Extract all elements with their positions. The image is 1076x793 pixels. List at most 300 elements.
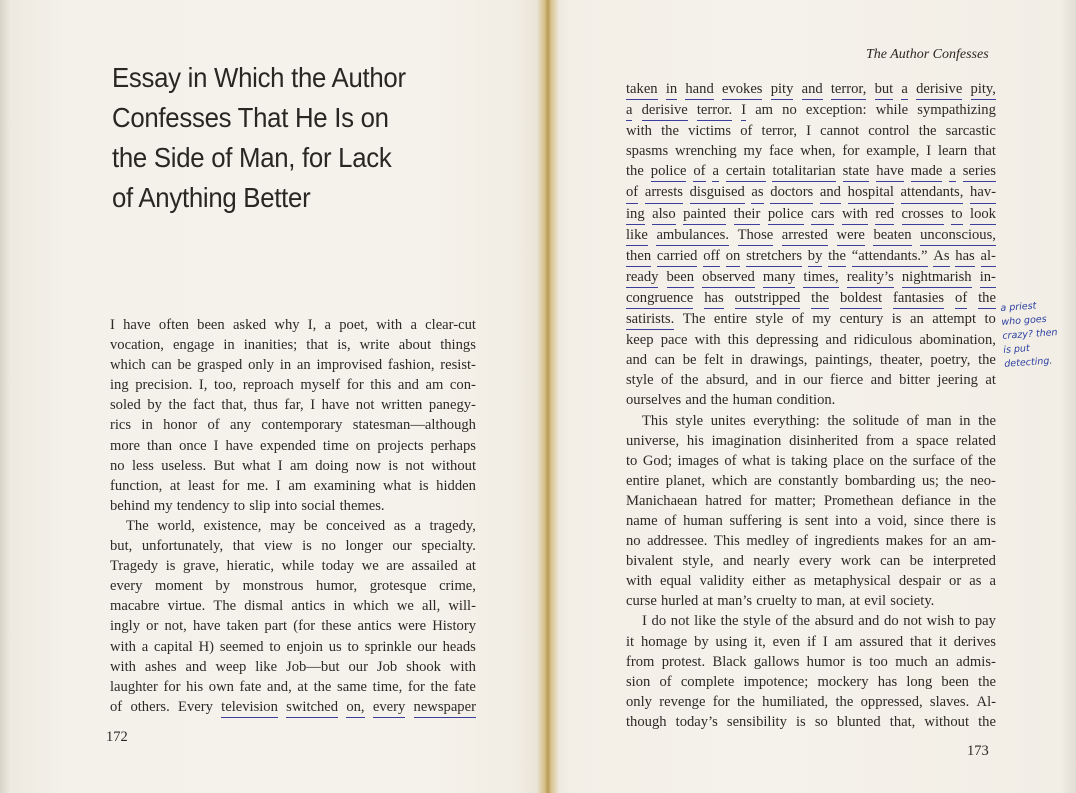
text-line xyxy=(110,436,476,456)
word: images xyxy=(677,452,719,469)
word: is xyxy=(418,477,429,494)
right-page-edge xyxy=(1060,0,1076,793)
word: far, xyxy=(284,397,304,414)
word: style xyxy=(675,412,704,429)
word: like xyxy=(255,658,278,675)
word: hidden xyxy=(436,477,476,494)
word: every xyxy=(373,697,405,718)
word: at xyxy=(465,558,476,575)
word: This xyxy=(642,412,668,429)
word: a xyxy=(712,161,718,182)
word: a xyxy=(989,573,996,590)
word: grasped xyxy=(196,357,243,374)
right-page-body xyxy=(626,79,996,732)
word: taken xyxy=(626,79,658,100)
word: by xyxy=(147,397,162,414)
word: beaten xyxy=(873,225,911,246)
word: and xyxy=(858,613,880,630)
word: poet, xyxy=(339,317,369,333)
word: dismal xyxy=(244,598,284,615)
word: History xyxy=(432,618,476,635)
word: a xyxy=(901,432,909,449)
word: This xyxy=(713,533,740,550)
left-page-edge xyxy=(0,0,10,793)
word: have xyxy=(225,437,254,454)
word: derives xyxy=(953,633,996,650)
word: written xyxy=(380,397,423,414)
word: at xyxy=(849,593,861,610)
word: Tragedy xyxy=(110,558,159,575)
word: with xyxy=(626,123,652,140)
word: blunted xyxy=(836,713,881,730)
word: example, xyxy=(866,143,920,160)
word: sprinkle xyxy=(364,638,412,655)
text-line xyxy=(626,471,996,491)
word: others. xyxy=(130,698,170,715)
word: certain xyxy=(726,161,766,182)
word: the xyxy=(680,372,699,389)
word: time, xyxy=(372,678,403,695)
word: pace xyxy=(660,332,688,349)
word: for xyxy=(712,693,730,710)
word: I, xyxy=(198,377,208,394)
word: style xyxy=(626,372,654,389)
word: the xyxy=(827,412,846,429)
word: for xyxy=(929,533,947,550)
text-line xyxy=(626,288,996,309)
word: work xyxy=(840,553,871,570)
word: least xyxy=(187,477,215,494)
word: the xyxy=(978,673,996,690)
word: and xyxy=(825,332,847,349)
word: in xyxy=(141,417,153,434)
word: do xyxy=(651,613,667,630)
word: (for xyxy=(293,618,316,635)
word: conceived xyxy=(326,517,386,534)
word: cannot xyxy=(820,123,860,140)
word: state xyxy=(843,161,870,182)
word: were xyxy=(397,618,427,635)
word: ing xyxy=(626,204,645,225)
word: enjoin xyxy=(286,638,323,655)
word: am xyxy=(834,633,853,650)
word: in xyxy=(958,492,971,509)
word: and, xyxy=(267,678,292,695)
text-line xyxy=(626,246,996,267)
word: and xyxy=(185,658,207,675)
word: times, xyxy=(803,267,838,288)
text-line xyxy=(110,536,476,556)
word: inanities; xyxy=(243,337,298,354)
word: been xyxy=(197,317,225,333)
word: sion xyxy=(626,673,651,690)
word: no xyxy=(626,533,641,550)
word: to xyxy=(347,638,359,655)
word: though xyxy=(626,713,667,730)
word: hospital xyxy=(848,182,894,203)
word: own xyxy=(208,678,234,695)
word: when, xyxy=(800,143,836,160)
word: too xyxy=(869,653,888,670)
text-line xyxy=(626,652,996,672)
text-line xyxy=(626,692,996,712)
word: honor xyxy=(163,417,198,434)
word: what xyxy=(382,477,412,494)
word: of xyxy=(791,311,804,328)
word: have xyxy=(876,161,904,182)
word: the xyxy=(430,678,449,695)
word: the xyxy=(978,352,996,369)
word: al- xyxy=(981,246,996,267)
word: Promethean xyxy=(823,492,894,509)
word: Job xyxy=(376,658,398,675)
word: the xyxy=(978,713,996,730)
word: thus xyxy=(253,397,278,414)
text-line xyxy=(110,616,476,636)
word: our xyxy=(348,658,368,675)
word: everything: xyxy=(753,412,820,429)
word: if xyxy=(807,633,817,650)
word: cruelty xyxy=(756,593,797,610)
word: were xyxy=(837,225,865,246)
word: doctors xyxy=(770,182,813,203)
word: capital xyxy=(153,638,193,655)
word: that, xyxy=(221,397,247,414)
word: not xyxy=(405,457,425,474)
word: evil xyxy=(864,593,887,610)
word: crime, xyxy=(439,578,476,595)
word: to xyxy=(269,638,281,655)
word: gallows xyxy=(753,653,800,670)
word: pay xyxy=(974,613,996,630)
word: these xyxy=(321,618,352,635)
word: for xyxy=(222,477,240,494)
word: sensibility xyxy=(726,713,787,730)
word: exception: xyxy=(805,102,867,119)
word: control xyxy=(868,123,910,140)
word: congruence xyxy=(626,288,693,309)
word: I xyxy=(277,457,283,474)
word: But xyxy=(213,457,235,474)
text-line xyxy=(626,551,996,571)
word: crosses xyxy=(902,204,944,225)
word: addressee. xyxy=(647,533,708,550)
word: human xyxy=(732,392,773,409)
word: planet, xyxy=(665,472,706,489)
word: arrests xyxy=(645,182,683,203)
word: asked xyxy=(232,317,267,333)
word: specialty. xyxy=(421,538,476,555)
word: universe, xyxy=(626,432,680,449)
word: The xyxy=(213,598,237,615)
word: con- xyxy=(449,377,476,394)
word: examining xyxy=(313,477,376,494)
text-line xyxy=(110,375,476,395)
word: now xyxy=(355,457,381,474)
word: themes. xyxy=(339,497,385,514)
text-line xyxy=(626,204,996,225)
text-line xyxy=(626,161,996,182)
word: of xyxy=(960,452,973,469)
word: the xyxy=(945,472,964,489)
word: metaphysical xyxy=(813,573,891,590)
word: unites xyxy=(710,412,746,429)
text-line xyxy=(626,511,996,531)
word: hand xyxy=(685,79,713,100)
word: suffering xyxy=(729,512,782,529)
word: on xyxy=(869,452,884,469)
text-line xyxy=(626,370,996,390)
word: been xyxy=(667,267,695,288)
word: have xyxy=(123,317,151,333)
word: humor, xyxy=(315,578,358,595)
word: nightmarish xyxy=(902,267,972,288)
word: fate xyxy=(454,678,476,695)
word: the xyxy=(168,397,187,414)
word: the xyxy=(889,452,908,469)
text-line xyxy=(626,350,996,370)
word: I xyxy=(275,477,281,494)
word: the xyxy=(835,693,854,710)
word: am xyxy=(288,477,307,494)
word: an xyxy=(953,533,967,550)
word: arrested xyxy=(782,225,828,246)
word: pity, xyxy=(971,79,996,100)
word: I xyxy=(110,317,115,333)
word: fierce xyxy=(830,372,864,389)
note-line: crazy? then xyxy=(1002,327,1058,342)
word: homage xyxy=(640,633,688,650)
text-line xyxy=(626,100,996,121)
word: as xyxy=(393,517,406,534)
word: this xyxy=(370,377,392,394)
note-line: is put xyxy=(1002,343,1031,356)
word: is xyxy=(165,558,176,575)
text-line xyxy=(110,657,476,677)
word: the xyxy=(313,678,332,695)
word: while xyxy=(281,558,315,575)
word: revenge xyxy=(659,693,706,710)
word: disguised xyxy=(690,182,745,203)
word: all, xyxy=(421,598,441,615)
book-spine xyxy=(537,0,559,793)
word: am xyxy=(755,102,774,119)
word: moment xyxy=(155,578,203,595)
word: laughter xyxy=(110,678,158,695)
word: be xyxy=(909,553,924,570)
word: derisive xyxy=(916,79,962,100)
word: wrenching xyxy=(675,143,737,160)
word: like xyxy=(694,613,716,630)
text-line xyxy=(110,496,476,516)
word: statesman—although xyxy=(352,417,476,434)
word: am xyxy=(289,457,308,474)
word: made xyxy=(911,161,943,182)
word: rics xyxy=(110,417,132,434)
word: seemed xyxy=(219,638,264,655)
word: taking xyxy=(791,452,828,469)
word: and xyxy=(870,372,892,389)
text-line xyxy=(110,677,476,697)
word: a xyxy=(324,317,332,333)
word: be xyxy=(682,352,697,369)
word: bombarding xyxy=(844,472,916,489)
text-line xyxy=(626,431,996,451)
word: no xyxy=(321,538,336,555)
word: a xyxy=(626,100,632,121)
word: of xyxy=(207,417,220,434)
word: red xyxy=(875,204,894,225)
word: am xyxy=(425,377,444,394)
word: been xyxy=(941,673,969,690)
word: society. xyxy=(890,593,935,610)
word: resist- xyxy=(440,357,476,374)
word: once xyxy=(179,437,207,454)
word: interpreted xyxy=(932,553,996,570)
text-line xyxy=(626,491,996,511)
word: unconscious, xyxy=(920,225,996,246)
page-number-left: 172 xyxy=(106,729,128,745)
word: us; xyxy=(921,472,939,489)
word: may xyxy=(270,517,296,534)
word: much xyxy=(895,653,928,670)
word: am- xyxy=(973,533,996,550)
word: shook xyxy=(406,658,441,675)
word: in xyxy=(223,337,235,354)
word: useless. xyxy=(161,457,207,474)
word: this xyxy=(727,332,749,349)
word: today’s xyxy=(675,713,718,730)
word: slip xyxy=(249,497,271,514)
text-line xyxy=(626,79,996,100)
word: to xyxy=(951,204,962,225)
word: assured xyxy=(859,633,904,650)
word: long xyxy=(906,673,933,690)
title-line: the Side of Man, for Lack xyxy=(112,142,392,173)
word: but xyxy=(875,79,894,100)
word: behind xyxy=(110,497,150,514)
word: ambulances. xyxy=(656,225,729,246)
word: macabre xyxy=(110,598,160,615)
word: longer xyxy=(345,538,383,555)
note-line: detecting. xyxy=(1003,355,1053,370)
word: victims xyxy=(688,123,732,140)
word: off xyxy=(703,246,720,267)
word: will- xyxy=(448,598,476,615)
word: on, xyxy=(346,697,364,718)
word: Black xyxy=(712,653,747,670)
word: our xyxy=(417,638,437,655)
word: for xyxy=(842,143,860,160)
word: in xyxy=(333,598,345,615)
word: vocation, xyxy=(110,337,164,354)
word: poetry, xyxy=(930,352,971,369)
word: imagination xyxy=(711,432,782,449)
word: at xyxy=(702,593,714,610)
word: neo- xyxy=(969,472,996,489)
word: so xyxy=(814,713,828,730)
word: ourselves xyxy=(626,392,682,409)
word: of xyxy=(955,288,967,309)
word: of xyxy=(740,123,753,140)
word: in xyxy=(666,79,677,100)
word: virtue. xyxy=(167,598,206,615)
note-line: a priest xyxy=(1000,300,1037,314)
word: totalitarian xyxy=(772,161,835,182)
word: is xyxy=(388,457,399,474)
word: Job—but xyxy=(286,658,340,675)
word: look xyxy=(970,204,996,225)
word: style xyxy=(743,613,771,630)
word: that xyxy=(910,633,932,650)
word: ashes xyxy=(144,658,177,675)
word: an xyxy=(935,653,949,670)
word: the xyxy=(720,613,739,630)
note-line: who goes xyxy=(1001,313,1047,328)
word: by xyxy=(808,246,823,267)
word: in xyxy=(731,352,743,369)
word: I xyxy=(926,143,932,160)
title-line: Essay in Which the Author xyxy=(112,62,406,93)
word: police xyxy=(651,161,687,182)
text-line xyxy=(110,395,476,415)
word: God; xyxy=(642,452,673,469)
word: space xyxy=(916,432,949,449)
text-line xyxy=(626,411,996,431)
word: at xyxy=(169,477,181,494)
word: there xyxy=(950,512,980,529)
word: only xyxy=(248,357,275,374)
word: view xyxy=(264,538,293,555)
word: and xyxy=(626,352,648,369)
handwritten-margin-note xyxy=(1000,297,1076,372)
word: tragedy, xyxy=(429,517,476,534)
word: man xyxy=(926,412,952,429)
word: grave, xyxy=(183,558,220,575)
word: it xyxy=(626,633,635,650)
word: every xyxy=(110,578,143,595)
word: absurd xyxy=(814,613,854,630)
word: H) xyxy=(198,638,215,655)
word: condition. xyxy=(776,392,836,409)
word: things xyxy=(440,337,476,354)
word: same xyxy=(337,678,368,695)
word: sympathizing xyxy=(917,102,996,119)
word: terror. xyxy=(697,100,732,121)
word: “attendants.” xyxy=(852,246,928,267)
word: without xyxy=(924,713,969,730)
word: as xyxy=(969,573,982,590)
word: hieratic, xyxy=(226,558,275,575)
word: I xyxy=(213,437,219,454)
word: a xyxy=(864,512,871,529)
word: drawings, xyxy=(750,352,808,369)
word: I xyxy=(642,613,647,630)
word: as xyxy=(793,573,806,590)
word: from xyxy=(865,432,895,449)
page-number-right: 173 xyxy=(967,743,989,759)
word: impotence; xyxy=(743,673,809,690)
word: my xyxy=(743,143,763,160)
word: tendency xyxy=(176,497,230,514)
word: ridiculous xyxy=(853,332,913,349)
word: with xyxy=(110,658,136,675)
word: no xyxy=(782,102,797,119)
word: since xyxy=(913,512,944,529)
word: our xyxy=(392,538,412,555)
word: boldest xyxy=(840,288,882,309)
text-line xyxy=(110,516,476,536)
